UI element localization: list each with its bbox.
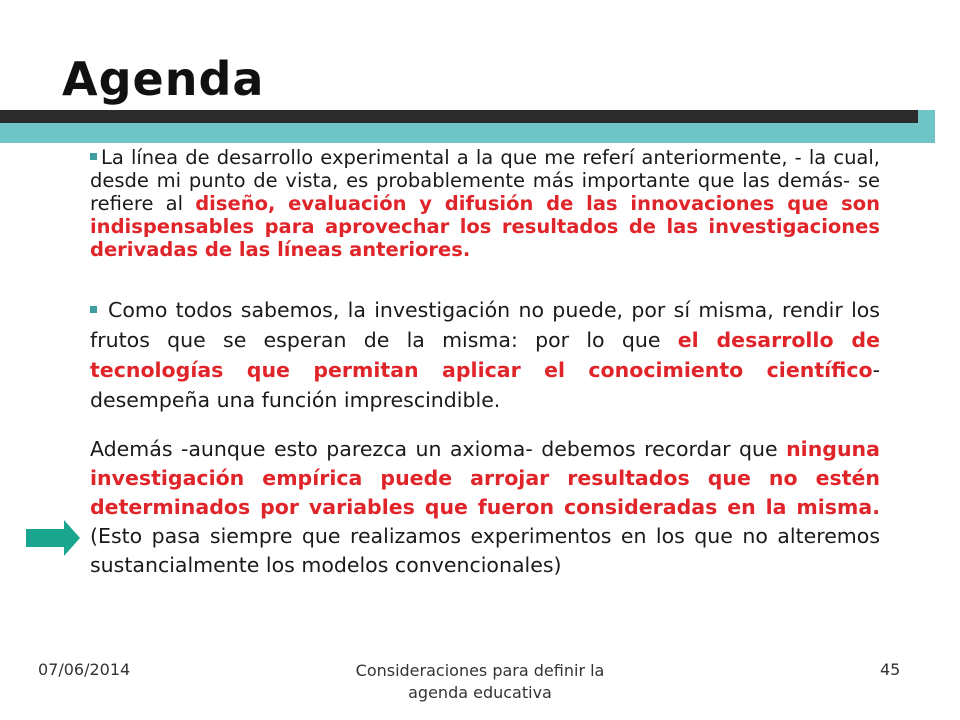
page-number: 45 [880,660,901,679]
paragraph-2-highlight: el desarrollo de tecnologías que permitan aplicar el conocimiento científico [90,328,880,382]
right-arrow-icon [26,520,80,556]
title-divider-teal [0,123,935,143]
title-divider-accent [918,110,935,123]
slide-content [90,143,880,580]
paragraph-1-highlight: diseño, evaluación y difusión de las innovaciones que son indispensables para aprovechar los resultados de las investigaciones derivadas de las líneas anteriores. [90,192,880,261]
footer-title [300,660,660,704]
title-divider-dark [0,110,935,123]
paragraph-3 [90,435,880,580]
paragraph-2-text-b: - desempeña una función imprescindible. [90,358,880,412]
footer-title-line-1: Consideraciones para definir la [355,661,605,680]
paragraph-1 [90,146,880,261]
paragraph-3-highlight: ninguna investigación empírica puede arrojar resultados que no estén determinados por variables que fueron consideradas en la misma. [90,437,880,519]
footer-title-line-2: agenda educativa [408,683,552,702]
square-bullet-icon [90,153,97,160]
paragraph-3-text-b: (Esto pasa siempre que realizamos experimentos en los que no alteremos sustancialmente los modelos convencionales) [90,524,880,577]
paragraph-1-text: La línea de desarrollo experimental a la que me referí anteriormente, - la cual, desde mi punto de vista, es probablemente más importante que las demás- se refiere al [90,146,880,215]
paragraph-2 [90,295,880,415]
paragraph-3-text-a: Además -aunque esto parezca un axioma- debemos recordar que [90,437,787,461]
square-bullet-icon [90,306,97,313]
footer-date: 07/06/2014 [38,660,131,679]
paragraph-2-text-a: Como todos sabemos, la investigación no puede, por sí misma, rendir los frutos que se esperan de la misma: por lo que [90,298,880,352]
slide-title: Agenda [62,52,265,106]
